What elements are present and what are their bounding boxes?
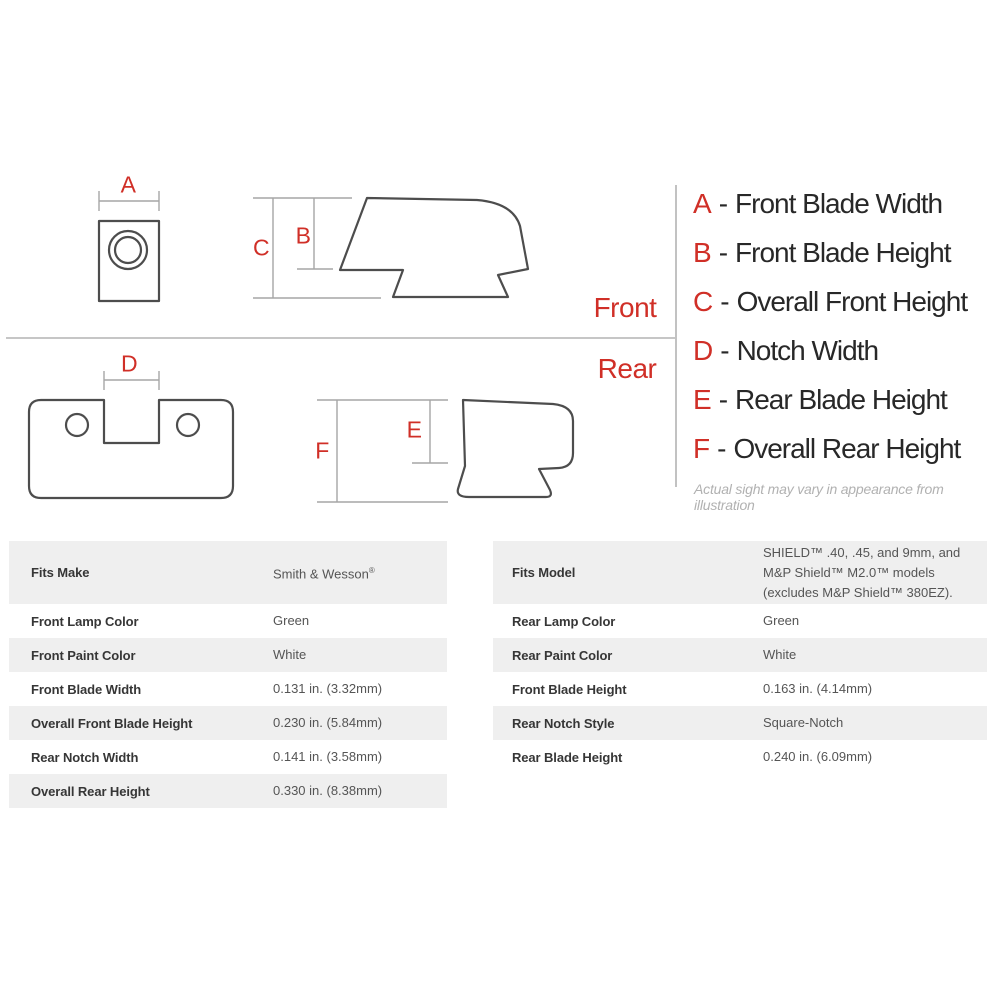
legend-label: Overall Rear Height: [733, 433, 961, 464]
rear-lamp-left: [66, 414, 88, 436]
spec-label: Rear Paint Color: [512, 647, 613, 663]
legend-label: Overall Front Height: [736, 286, 968, 317]
table-row: [9, 672, 447, 706]
spec-table-right: [493, 541, 987, 774]
dim-letter-f: F: [315, 437, 329, 464]
table-row: [9, 638, 447, 672]
table-row: [493, 706, 987, 740]
spec-value: Square-Notch: [763, 715, 844, 730]
spec-label: Rear Notch Width: [31, 749, 139, 765]
spec-value: Green: [763, 613, 800, 628]
legend-label: Rear Blade Height: [735, 384, 947, 415]
legend-letter: F: [693, 433, 710, 464]
spec-value-text: Smith & Wesson: [273, 566, 369, 582]
spec-value: White: [763, 647, 797, 662]
legend-item-f: [693, 434, 960, 464]
spec-value: [273, 561, 447, 584]
dim-letter-e: E: [406, 416, 422, 443]
legend-separator: -: [720, 335, 729, 366]
spec-label: Overall Rear Height: [31, 783, 150, 799]
legend-label: Front Blade Width: [735, 188, 943, 219]
legend-letter: B: [693, 237, 711, 268]
legend-item-a: [693, 189, 942, 219]
spec-table-left: [9, 541, 447, 808]
front-lamp-inner-ring: [115, 237, 141, 263]
dimension-f-lines: [317, 400, 448, 502]
spec-value: 0.131 in. (3.32mm): [273, 681, 383, 696]
spec-label: Fits Make: [31, 565, 90, 580]
spec-value: 0.163 in. (4.14mm): [763, 681, 873, 696]
spec-value: Green: [273, 613, 310, 628]
table-row: [9, 706, 447, 740]
spec-value: SHIELD™ .40, .45, and 9mm, and M&P Shield™ M2.0™ models (excludes M&P Shield™ 380EZ).: [763, 544, 961, 600]
registered-trademark-symbol: ®: [368, 565, 375, 575]
rear-sight-rear-view-outline: [29, 400, 233, 498]
spec-label: Fits Model: [512, 565, 576, 580]
dim-letter-c: C: [252, 234, 270, 261]
illustration-disclaimer: Actual sight may vary in appearance from illustration: [694, 481, 944, 513]
legend-separator: -: [718, 188, 728, 219]
table-row: [9, 604, 447, 638]
spec-label: Rear Notch Style: [512, 715, 615, 731]
legend-label: Notch Width: [736, 335, 879, 366]
dim-letter-a: A: [120, 171, 136, 198]
front-section-label: Front: [593, 292, 657, 323]
table-row: [493, 672, 987, 706]
spec-label: Front Blade Width: [31, 681, 142, 697]
legend-letter: E: [693, 384, 711, 415]
spec-label: Overall Front Blade Height: [31, 715, 193, 731]
table-row: [493, 740, 987, 774]
legend-separator: -: [717, 433, 726, 464]
front-sight-side-view-outline: [340, 198, 528, 297]
spec-label: Rear Blade Height: [512, 749, 623, 765]
spec-value: 0.141 in. (3.58mm): [273, 749, 383, 764]
legend-letter: A: [693, 188, 711, 219]
spec-label: Rear Lamp Color: [512, 613, 616, 629]
legend-item-d: [693, 336, 878, 366]
legend-separator: -: [720, 286, 729, 317]
rear-section-label: Rear: [597, 353, 657, 384]
spec-value: 0.240 in. (6.09mm): [763, 749, 873, 764]
table-row: [493, 604, 987, 638]
table-row: [9, 740, 447, 774]
legend-separator: -: [718, 237, 728, 268]
spec-value: White: [273, 647, 307, 662]
dim-letter-d: D: [120, 350, 138, 377]
legend-label: Front Blade Height: [735, 237, 951, 268]
legend-item-e: [693, 385, 947, 415]
table-row: [9, 541, 447, 604]
spec-label: Front Blade Height: [512, 681, 627, 697]
front-sight-top-view-outline: [99, 221, 159, 301]
legend-separator: -: [718, 384, 728, 415]
table-row: [493, 541, 987, 604]
legend-item-c: [693, 287, 967, 317]
rear-sight-side-view-outline: [458, 400, 573, 497]
rear-lamp-right: [177, 414, 199, 436]
spec-value: 0.330 in. (8.38mm): [273, 783, 383, 798]
spec-label: Front Paint Color: [31, 647, 136, 663]
spec-value: 0.230 in. (5.84mm): [273, 715, 383, 730]
spec-label: Front Lamp Color: [31, 613, 139, 629]
legend-letter: D: [693, 335, 713, 366]
table-row: [9, 774, 447, 808]
legend-letter: C: [693, 286, 713, 317]
table-row: [493, 638, 987, 672]
legend-item-b: [693, 238, 950, 268]
dim-letter-b: B: [295, 222, 311, 249]
